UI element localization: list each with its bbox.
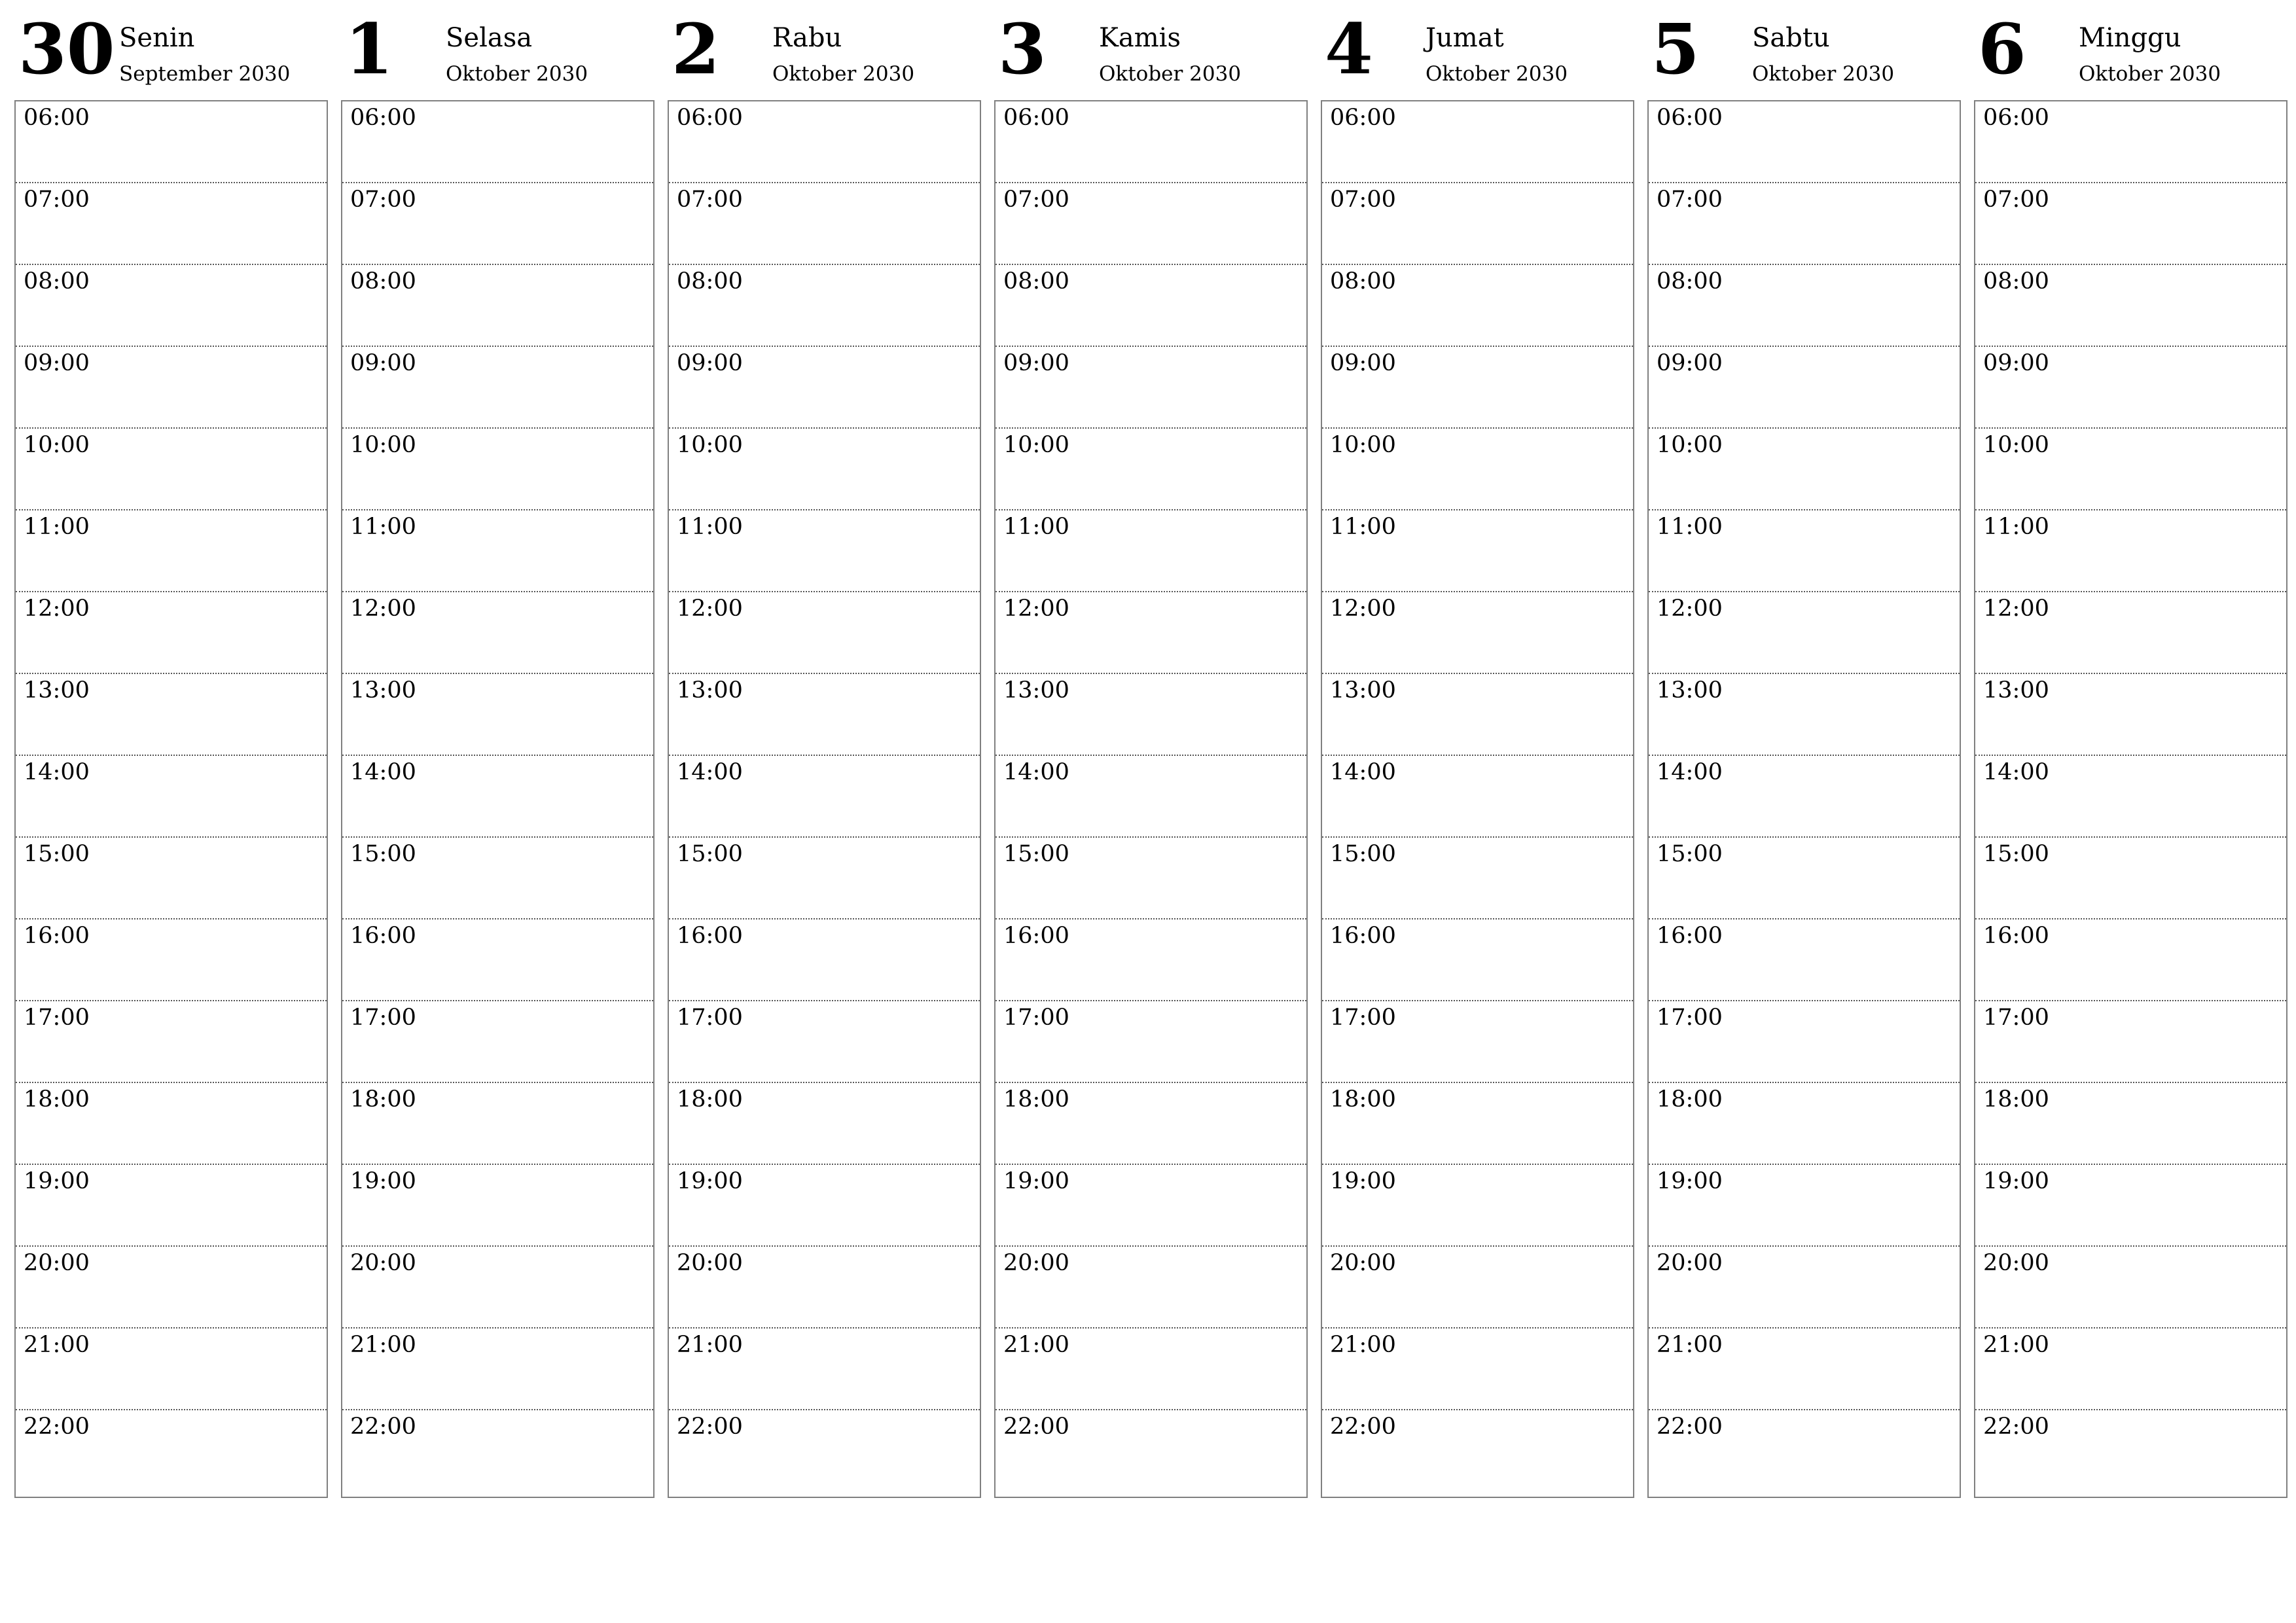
month-year: Oktober 2030: [1426, 62, 1568, 86]
hour-slot[interactable]: [996, 919, 1306, 1001]
hour-label: 14:00: [677, 759, 743, 785]
hour-slot[interactable]: [1322, 756, 1633, 838]
hour-label: 12:00: [1003, 596, 1069, 622]
hour-slot[interactable]: [1649, 919, 1960, 1001]
month-year: Oktober 2030: [772, 62, 915, 86]
hour-label: 10:00: [677, 432, 743, 458]
hour-label: 19:00: [1003, 1168, 1069, 1194]
day-schedule-box: [668, 100, 981, 1498]
hour-label: 11:00: [1330, 514, 1396, 540]
hour-slot[interactable]: [16, 347, 327, 429]
hour-label: 17:00: [1330, 1005, 1396, 1031]
hour-slot[interactable]: [16, 919, 327, 1001]
hour-slot[interactable]: [1649, 429, 1960, 510]
hour-label: 12:00: [1330, 596, 1396, 622]
hour-label: 21:00: [350, 1332, 416, 1358]
hour-label: 20:00: [1657, 1250, 1723, 1276]
hour-label: 22:00: [1657, 1414, 1723, 1440]
hour-slot[interactable]: [1975, 265, 2286, 347]
hour-slot[interactable]: [996, 1410, 1306, 1492]
hour-label: 10:00: [1657, 432, 1723, 458]
hour-label: 07:00: [1657, 187, 1723, 213]
hour-slot[interactable]: [1322, 1001, 1633, 1083]
hour-label: 18:00: [1983, 1086, 2049, 1113]
day-column: [1647, 0, 1961, 1505]
hour-slot[interactable]: [16, 674, 327, 756]
hour-label: 12:00: [24, 596, 90, 622]
month-year: Oktober 2030: [446, 62, 588, 86]
hour-slot[interactable]: [16, 592, 327, 674]
hour-label: 14:00: [24, 759, 90, 785]
hour-label: 10:00: [1003, 432, 1069, 458]
hour-label: 07:00: [24, 187, 90, 213]
hour-slot[interactable]: [669, 183, 980, 265]
hour-label: 16:00: [677, 923, 743, 949]
day-column: [994, 0, 1308, 1505]
hour-slot[interactable]: [1649, 265, 1960, 347]
hour-label: 20:00: [1983, 1250, 2049, 1276]
hour-slot[interactable]: [1322, 183, 1633, 265]
hour-label: 20:00: [1330, 1250, 1396, 1276]
hour-slot[interactable]: [16, 265, 327, 347]
hour-slot[interactable]: [1322, 1247, 1633, 1329]
hour-slot[interactable]: [1975, 1165, 2286, 1247]
hour-slot[interactable]: [1975, 510, 2286, 592]
hour-slot[interactable]: [1975, 592, 2286, 674]
hour-label: 21:00: [24, 1332, 90, 1358]
hour-slot[interactable]: [1649, 674, 1960, 756]
hour-slot[interactable]: [669, 347, 980, 429]
month-year: Oktober 2030: [1752, 62, 1895, 86]
hour-slot[interactable]: [996, 1001, 1306, 1083]
day-schedule-box: [994, 100, 1308, 1498]
day-name: Selasa: [446, 23, 533, 53]
hour-label: 21:00: [1003, 1332, 1069, 1358]
hour-label: 18:00: [350, 1086, 416, 1113]
hour-slot[interactable]: [16, 510, 327, 592]
hour-slot[interactable]: [1649, 347, 1960, 429]
hour-slot[interactable]: [669, 510, 980, 592]
day-column: [14, 0, 328, 1505]
hour-label: 22:00: [1983, 1414, 2049, 1440]
hour-label: 06:00: [24, 105, 90, 131]
hour-label: 21:00: [1657, 1332, 1723, 1358]
hour-slot[interactable]: [1322, 919, 1633, 1001]
day-number: 30: [18, 8, 115, 90]
month-year: September 2030: [119, 62, 291, 86]
hour-slot[interactable]: [1322, 347, 1633, 429]
hour-slot[interactable]: [1322, 1410, 1633, 1492]
hour-label: 16:00: [1983, 923, 2049, 949]
day-column: [341, 0, 655, 1505]
hour-slot[interactable]: [1322, 1329, 1633, 1410]
hour-slot[interactable]: [342, 101, 653, 183]
day-header: [1321, 0, 1634, 98]
hour-slot[interactable]: [669, 1329, 980, 1410]
hour-slot[interactable]: [342, 1410, 653, 1492]
hour-slot[interactable]: [342, 838, 653, 919]
hour-label: 13:00: [1983, 677, 2049, 704]
hour-label: 13:00: [1003, 677, 1069, 704]
day-header: [14, 0, 328, 98]
hour-slot[interactable]: [669, 1410, 980, 1492]
day-name: Sabtu: [1752, 23, 1830, 53]
hour-label: 17:00: [1983, 1005, 2049, 1031]
hour-slot[interactable]: [669, 429, 980, 510]
hour-slot[interactable]: [16, 183, 327, 265]
hour-slot[interactable]: [1322, 510, 1633, 592]
hour-label: 15:00: [677, 841, 743, 867]
hour-label: 08:00: [1657, 268, 1723, 294]
hour-slot[interactable]: [669, 838, 980, 919]
hour-slot[interactable]: [669, 592, 980, 674]
hour-slot[interactable]: [1975, 1247, 2286, 1329]
hour-slot[interactable]: [342, 1165, 653, 1247]
hour-slot[interactable]: [342, 1329, 653, 1410]
day-schedule-box: [1321, 100, 1634, 1498]
hour-slot[interactable]: [996, 592, 1306, 674]
day-header: [994, 0, 1308, 98]
hour-label: 08:00: [24, 268, 90, 294]
hour-slot[interactable]: [996, 101, 1306, 183]
hour-label: 19:00: [1657, 1168, 1723, 1194]
hour-slot[interactable]: [996, 838, 1306, 919]
hour-label: 12:00: [677, 596, 743, 622]
hour-slot[interactable]: [669, 1083, 980, 1165]
hour-slot[interactable]: [342, 347, 653, 429]
hour-slot[interactable]: [1975, 429, 2286, 510]
hour-slot[interactable]: [1975, 101, 2286, 183]
day-name: Minggu: [2079, 23, 2181, 53]
hour-label: 22:00: [1003, 1414, 1069, 1440]
hour-label: 14:00: [350, 759, 416, 785]
hour-label: 11:00: [1657, 514, 1723, 540]
day-header: [341, 0, 655, 98]
hour-slot[interactable]: [1322, 838, 1633, 919]
hour-slot[interactable]: [669, 674, 980, 756]
hour-slot[interactable]: [669, 756, 980, 838]
hour-slot[interactable]: [996, 674, 1306, 756]
hour-slot[interactable]: [1975, 756, 2286, 838]
hour-label: 06:00: [1983, 105, 2049, 131]
hour-label: 19:00: [350, 1168, 416, 1194]
day-number: 5: [1651, 8, 1700, 90]
day-schedule-box: [1974, 100, 2287, 1498]
day-schedule-box: [341, 100, 655, 1498]
hour-slot[interactable]: [16, 1001, 327, 1083]
hour-label: 22:00: [350, 1414, 416, 1440]
hour-label: 09:00: [1330, 350, 1396, 376]
hour-slot[interactable]: [342, 429, 653, 510]
hour-slot[interactable]: [16, 1083, 327, 1165]
hour-label: 10:00: [350, 432, 416, 458]
hour-label: 16:00: [350, 923, 416, 949]
hour-slot[interactable]: [342, 919, 653, 1001]
hour-label: 14:00: [1983, 759, 2049, 785]
hour-label: 11:00: [1983, 514, 2049, 540]
hour-slot[interactable]: [1649, 1247, 1960, 1329]
hour-label: 13:00: [24, 677, 90, 704]
hour-slot[interactable]: [996, 265, 1306, 347]
hour-label: 09:00: [24, 350, 90, 376]
hour-slot[interactable]: [1975, 674, 2286, 756]
hour-slot[interactable]: [342, 183, 653, 265]
hour-label: 08:00: [1983, 268, 2049, 294]
hour-slot[interactable]: [1649, 1165, 1960, 1247]
hour-label: 21:00: [677, 1332, 743, 1358]
hour-label: 08:00: [677, 268, 743, 294]
hour-label: 14:00: [1003, 759, 1069, 785]
day-schedule-box: [14, 100, 328, 1498]
hour-label: 15:00: [1657, 841, 1723, 867]
day-name: Senin: [119, 23, 195, 53]
hour-label: 18:00: [24, 1086, 90, 1113]
day-number: 4: [1325, 8, 1373, 90]
hour-slot[interactable]: [1649, 1410, 1960, 1492]
hour-label: 22:00: [677, 1414, 743, 1440]
month-year: Oktober 2030: [1099, 62, 1242, 86]
hour-label: 16:00: [1003, 923, 1069, 949]
hour-label: 13:00: [350, 677, 416, 704]
hour-slot[interactable]: [1975, 1083, 2286, 1165]
hour-slot[interactable]: [1975, 183, 2286, 265]
hour-slot[interactable]: [669, 1165, 980, 1247]
hour-slot[interactable]: [1975, 838, 2286, 919]
hour-slot[interactable]: [16, 429, 327, 510]
hour-slot[interactable]: [1649, 1001, 1960, 1083]
hour-slot[interactable]: [1322, 429, 1633, 510]
hour-label: 17:00: [1003, 1005, 1069, 1031]
hour-label: 07:00: [677, 187, 743, 213]
hour-label: 18:00: [677, 1086, 743, 1113]
hour-slot[interactable]: [342, 592, 653, 674]
hour-label: 15:00: [1983, 841, 2049, 867]
hour-slot[interactable]: [996, 1165, 1306, 1247]
hour-slot[interactable]: [342, 1247, 653, 1329]
hour-slot[interactable]: [1322, 674, 1633, 756]
hour-label: 16:00: [1657, 923, 1723, 949]
day-number: 1: [345, 8, 393, 90]
hour-label: 08:00: [350, 268, 416, 294]
hour-label: 08:00: [1330, 268, 1396, 294]
hour-slot[interactable]: [669, 265, 980, 347]
hour-label: 17:00: [24, 1005, 90, 1031]
day-header: [1974, 0, 2287, 98]
day-number: 6: [1978, 8, 2026, 90]
hour-slot[interactable]: [1649, 1083, 1960, 1165]
hour-slot[interactable]: [1975, 1410, 2286, 1492]
hour-label: 10:00: [1983, 432, 2049, 458]
hour-label: 09:00: [1657, 350, 1723, 376]
hour-label: 10:00: [1330, 432, 1396, 458]
day-header: [668, 0, 981, 98]
hour-label: 22:00: [1330, 1414, 1396, 1440]
hour-label: 11:00: [24, 514, 90, 540]
hour-label: 11:00: [1003, 514, 1069, 540]
hour-label: 06:00: [1003, 105, 1069, 131]
hour-slot[interactable]: [1649, 101, 1960, 183]
hour-label: 19:00: [677, 1168, 743, 1194]
hour-label: 15:00: [350, 841, 416, 867]
hour-label: 13:00: [1657, 677, 1723, 704]
day-column: [1321, 0, 1634, 1505]
hour-label: 20:00: [350, 1250, 416, 1276]
hour-slot[interactable]: [996, 1329, 1306, 1410]
hour-label: 20:00: [24, 1250, 90, 1276]
day-schedule-box: [1647, 100, 1961, 1498]
hour-label: 06:00: [1657, 105, 1723, 131]
hour-slot[interactable]: [1649, 183, 1960, 265]
hour-slot[interactable]: [996, 510, 1306, 592]
day-header: [1647, 0, 1961, 98]
hour-slot[interactable]: [16, 1247, 327, 1329]
hour-label: 10:00: [24, 432, 90, 458]
hour-label: 11:00: [677, 514, 743, 540]
hour-slot[interactable]: [16, 101, 327, 183]
hour-slot[interactable]: [1649, 838, 1960, 919]
hour-slot[interactable]: [1649, 510, 1960, 592]
hour-slot[interactable]: [996, 183, 1306, 265]
hour-label: 19:00: [1330, 1168, 1396, 1194]
hour-label: 14:00: [1330, 759, 1396, 785]
hour-label: 06:00: [350, 105, 416, 131]
hour-label: 18:00: [1657, 1086, 1723, 1113]
day-name: Jumat: [1426, 23, 1504, 53]
hour-label: 19:00: [24, 1168, 90, 1194]
hour-label: 14:00: [1657, 759, 1723, 785]
hour-slot[interactable]: [16, 1410, 327, 1492]
hour-slot[interactable]: [342, 1001, 653, 1083]
hour-label: 20:00: [677, 1250, 743, 1276]
hour-label: 19:00: [1983, 1168, 2049, 1194]
hour-label: 09:00: [350, 350, 416, 376]
hour-label: 21:00: [1983, 1332, 2049, 1358]
hour-label: 08:00: [1003, 268, 1069, 294]
hour-label: 17:00: [677, 1005, 743, 1031]
day-column: [668, 0, 981, 1505]
hour-slot[interactable]: [1322, 592, 1633, 674]
hour-label: 09:00: [677, 350, 743, 376]
hour-slot[interactable]: [669, 1001, 980, 1083]
hour-label: 12:00: [1657, 596, 1723, 622]
hour-label: 13:00: [677, 677, 743, 704]
hour-label: 12:00: [1983, 596, 2049, 622]
hour-label: 16:00: [1330, 923, 1396, 949]
day-number: 3: [998, 8, 1047, 90]
hour-label: 22:00: [24, 1414, 90, 1440]
hour-slot[interactable]: [342, 265, 653, 347]
hour-label: 07:00: [1330, 187, 1396, 213]
hour-slot[interactable]: [1322, 101, 1633, 183]
day-column: [1974, 0, 2287, 1505]
hour-slot[interactable]: [16, 756, 327, 838]
day-name: Rabu: [772, 23, 842, 53]
hour-label: 13:00: [1330, 677, 1396, 704]
hour-label: 07:00: [1983, 187, 2049, 213]
day-number: 2: [672, 8, 720, 90]
hour-label: 18:00: [1330, 1086, 1396, 1113]
hour-slot[interactable]: [342, 756, 653, 838]
hour-label: 09:00: [1983, 350, 2049, 376]
hour-label: 06:00: [677, 105, 743, 131]
hour-slot[interactable]: [669, 1247, 980, 1329]
hour-slot[interactable]: [1649, 756, 1960, 838]
hour-slot[interactable]: [669, 919, 980, 1001]
hour-slot[interactable]: [1975, 1001, 2286, 1083]
hour-label: 18:00: [1003, 1086, 1069, 1113]
hour-label: 12:00: [350, 596, 416, 622]
hour-slot[interactable]: [1649, 1329, 1960, 1410]
hour-label: 15:00: [1330, 841, 1396, 867]
hour-slot[interactable]: [342, 674, 653, 756]
hour-label: 07:00: [350, 187, 416, 213]
day-name: Kamis: [1099, 23, 1181, 53]
hour-slot[interactable]: [1322, 1165, 1633, 1247]
hour-label: 06:00: [1330, 105, 1396, 131]
hour-slot[interactable]: [16, 1329, 327, 1410]
hour-slot[interactable]: [996, 756, 1306, 838]
hour-slot[interactable]: [1975, 347, 2286, 429]
hour-label: 11:00: [350, 514, 416, 540]
hour-slot[interactable]: [1975, 919, 2286, 1001]
hour-label: 15:00: [1003, 841, 1069, 867]
hour-label: 21:00: [1330, 1332, 1396, 1358]
hour-slot[interactable]: [342, 510, 653, 592]
hour-label: 09:00: [1003, 350, 1069, 376]
hour-label: 20:00: [1003, 1250, 1069, 1276]
hour-label: 15:00: [24, 841, 90, 867]
hour-label: 17:00: [1657, 1005, 1723, 1031]
hour-slot[interactable]: [16, 1165, 327, 1247]
hour-slot[interactable]: [1322, 265, 1633, 347]
hour-slot[interactable]: [1322, 1083, 1633, 1165]
hour-label: 17:00: [350, 1005, 416, 1031]
hour-slot[interactable]: [669, 101, 980, 183]
hour-slot[interactable]: [1975, 1329, 2286, 1410]
hour-slot[interactable]: [342, 1083, 653, 1165]
hour-label: 16:00: [24, 923, 90, 949]
hour-slot[interactable]: [1649, 592, 1960, 674]
hour-slot[interactable]: [996, 429, 1306, 510]
month-year: Oktober 2030: [2079, 62, 2221, 86]
hour-slot[interactable]: [996, 1247, 1306, 1329]
hour-label: 07:00: [1003, 187, 1069, 213]
hour-slot[interactable]: [16, 838, 327, 919]
hour-slot[interactable]: [996, 347, 1306, 429]
hour-slot[interactable]: [996, 1083, 1306, 1165]
